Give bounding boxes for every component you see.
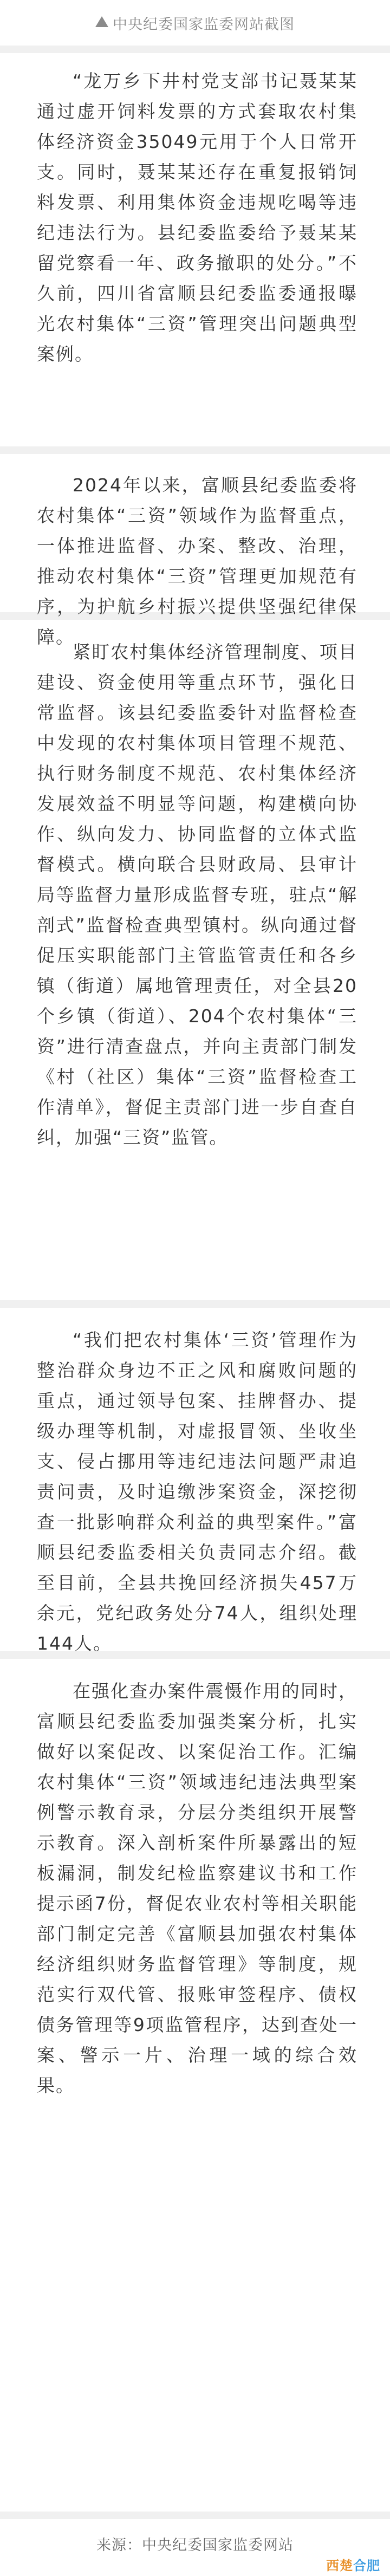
source-label: 来源： xyxy=(96,2537,142,2554)
article-paragraph: 2024年以来，富顺县纪委监委将农村集体“三资”领域作为监督重点，一体推进监督、办案、整改、治理，推动农村集体“三资”管理更加规范有序，为护航乡村振兴提供坚强纪律保障。 xyxy=(37,475,358,647)
watermark-char: 合 xyxy=(353,2558,367,2573)
watermark-char: 楚 xyxy=(340,2558,353,2573)
caption-text: 中央纪委国家监委网站截图 xyxy=(113,16,295,33)
section-divider xyxy=(0,46,390,53)
watermark-char: 西 xyxy=(326,2558,340,2573)
section-divider xyxy=(0,446,390,454)
article-paragraph: “龙万乡下井村党支部书记聂某某通过虚开饲料发票的方式套取农村集体经济资金35049元用于个人日常开支。同时，聂某某还存在重复报销饲料发票、利用集体资金违规吃喝等违纪违法行为。县纪委监委给予聂某某留党察看一年、政务撤职的处分。”不久前，四川省富顺县纪委监委通报曝光农村集体“三资”管理突出问题典型案例。 xyxy=(37,70,358,365)
article-paragraph: 紧盯农村集体经济管理制度、项目建设、资金使用等重点环节，强化日常监督。该县纪委监委针对监督检查中发现的农村集体项目管理不规范、执行财务制度不规范、农村集体经济发展效益不明显等问题，构建横向协作、纵向发力、协同监督的立体式监督模式。横向联合县财政局、县审计局等监督力量形成监督专班，驻点“解剖式”监督检查典型镇村。纵向通过督促压实职能部门主管监管责任和各乡镇（街道）属地管理责任，对全县20个乡镇（街道）、204个农村集体“三资”进行清查盘点，并向主责部门制发《村（社区）集体“三资”监督检查工作清单》，督促主责部门进一步自查自纠，加强“三资”监管。 xyxy=(37,641,358,1148)
section-divider xyxy=(0,2512,390,2519)
article-paragraph: 在强化查办案件震慑作用的同时，富顺县纪委监委加强类案分析，扎实做好以案促改、以案促治工作。汇编农村集体“三资”领域违纪违法典型案例警示教育录，分层分类组织开展警示教育。深入剖析案件所暴露出的短板漏洞，制发纪检监察建议书和工作提示函7份，督促农业农村等相关职能部门制定完善《富顺县加强农村集体经济组织财务监督管理》等制度，规范实行双代管、报账审签程序、债权债务管理等9项监管程序，达到查处一案、警示一片、治理一域的综合效果。 xyxy=(37,1680,358,2096)
watermark-char: 肥 xyxy=(367,2558,380,2573)
watermark-logo xyxy=(326,2555,380,2574)
article-paragraph: “我们把农村集体‘三资’管理作为整治群众身边不正之风和腐败问题的重点，通过领导包案、挂牌督办、提级办理等机制，对虚报冒领、坐收坐支、侵占挪用等违纪违法问题严肃追责问责，及时追缴涉案资金，深挖彻查一批影响群众利益的典型案件。”富顺县纪委监委相关负责同志介绍。截至目前，全县共挽回经济损失457万余元，党纪政务处分74人，组织处理144人。 xyxy=(37,1329,358,1654)
triangle-up-icon xyxy=(95,16,108,27)
section-divider xyxy=(0,1300,390,1308)
source-line xyxy=(0,2533,390,2554)
screenshot-caption xyxy=(0,0,390,46)
source-name[interactable]: 中央纪委国家监委网站 xyxy=(142,2537,294,2554)
